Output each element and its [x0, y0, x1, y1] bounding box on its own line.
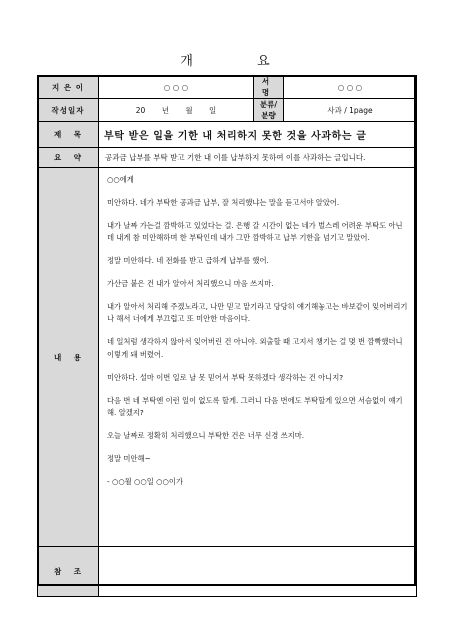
- letter-paragraph: 내가 날짜 가는걸 깜박하고 있었다는 걸. 은행 갈 시간이 없는 네가 벌스레 어려운 부탁도 아닌데 내게 참 미안해하며 한 부탁인데 내가 그만 깜박하고 납부 기한을 넘기고 말았어.: [107, 221, 403, 243]
- letter-paragraph: 정말 미안해~: [107, 453, 151, 463]
- page-title: 개 요: [180, 54, 300, 69]
- signature-label: 서 명: [254, 76, 284, 99]
- letter-paragraph: 정말 미안하다. 네 전화를 받고 급하게 납부를 했어.: [107, 256, 269, 266]
- date-label: 작성일자: [38, 99, 99, 122]
- date-value: 20 년 월 일: [99, 99, 254, 122]
- letter-paragraph: 미안하다. 네가 부탁한 공과금 납부, 잘 처리했냐는 말을 듣고서야 알았어.: [107, 198, 340, 207]
- signature-value: ○ ○ ○: [284, 76, 417, 99]
- table-outer-border: [37, 75, 416, 586]
- category-value: 사과 / 1page: [284, 99, 417, 122]
- reference-label: 참 조: [38, 547, 99, 597]
- letter-paragraph: 내가 알아서 처리해 주겠노라고, 나만 믿고 맡기라고 당당히 얘기해놓고는 바보같이 잊어버리기나 해서 너에게 부끄럽고 또 미안한 마음이다.: [107, 302, 408, 324]
- summary-value: 공과금 납부를 부탁 받고 기한 내 이를 납부하지 못하여 이를 사과하는 글입니다.: [99, 148, 417, 168]
- letter-paragraph: 다음 번 네 부탁엔 이런 일이 없도록 할게. 그러니 다음 번에도 부탁할게 있으면 서슴없이 얘기해. 알겠지?: [107, 395, 403, 417]
- letter-paragraph: 네 일처럼 생각하지 않아서 잊어버린 건 아니야. 외출할 때 고지서 챙기는 걸 몇 번 깜빡했더니 이렇게 돼 버렸어.: [107, 337, 403, 359]
- category-label: 분류/분량: [254, 99, 284, 122]
- letter-paragraph: 가산금 붙은 건 내가 알아서 처리했으니 마음 쓰지마.: [107, 279, 274, 289]
- subject-value: 부탁 받은 일을 기한 내 처리하지 못한 것을 사과하는 글: [99, 122, 417, 148]
- letter-paragraph: ○○에게: [107, 175, 134, 184]
- subject-label: 제 목: [38, 122, 99, 148]
- summary-label: 요 약: [38, 148, 99, 168]
- content-label: 내 용: [38, 168, 99, 547]
- letter-paragraph: 미안하다. 설마 이번 일로 날 못 믿어서 부탁 못하겠다 생각하는 건 아니지?: [107, 372, 344, 382]
- author-value: ○ ○ ○: [99, 76, 254, 99]
- letter-paragraph: 오늘 날짜로 정확히 처리했으니 부탁한 건은 너무 신경 쓰지마.: [107, 430, 305, 440]
- author-label: 지 은 이: [38, 76, 99, 99]
- letter-signoff: - ○○월 ○○일 ○○이가: [107, 476, 183, 486]
